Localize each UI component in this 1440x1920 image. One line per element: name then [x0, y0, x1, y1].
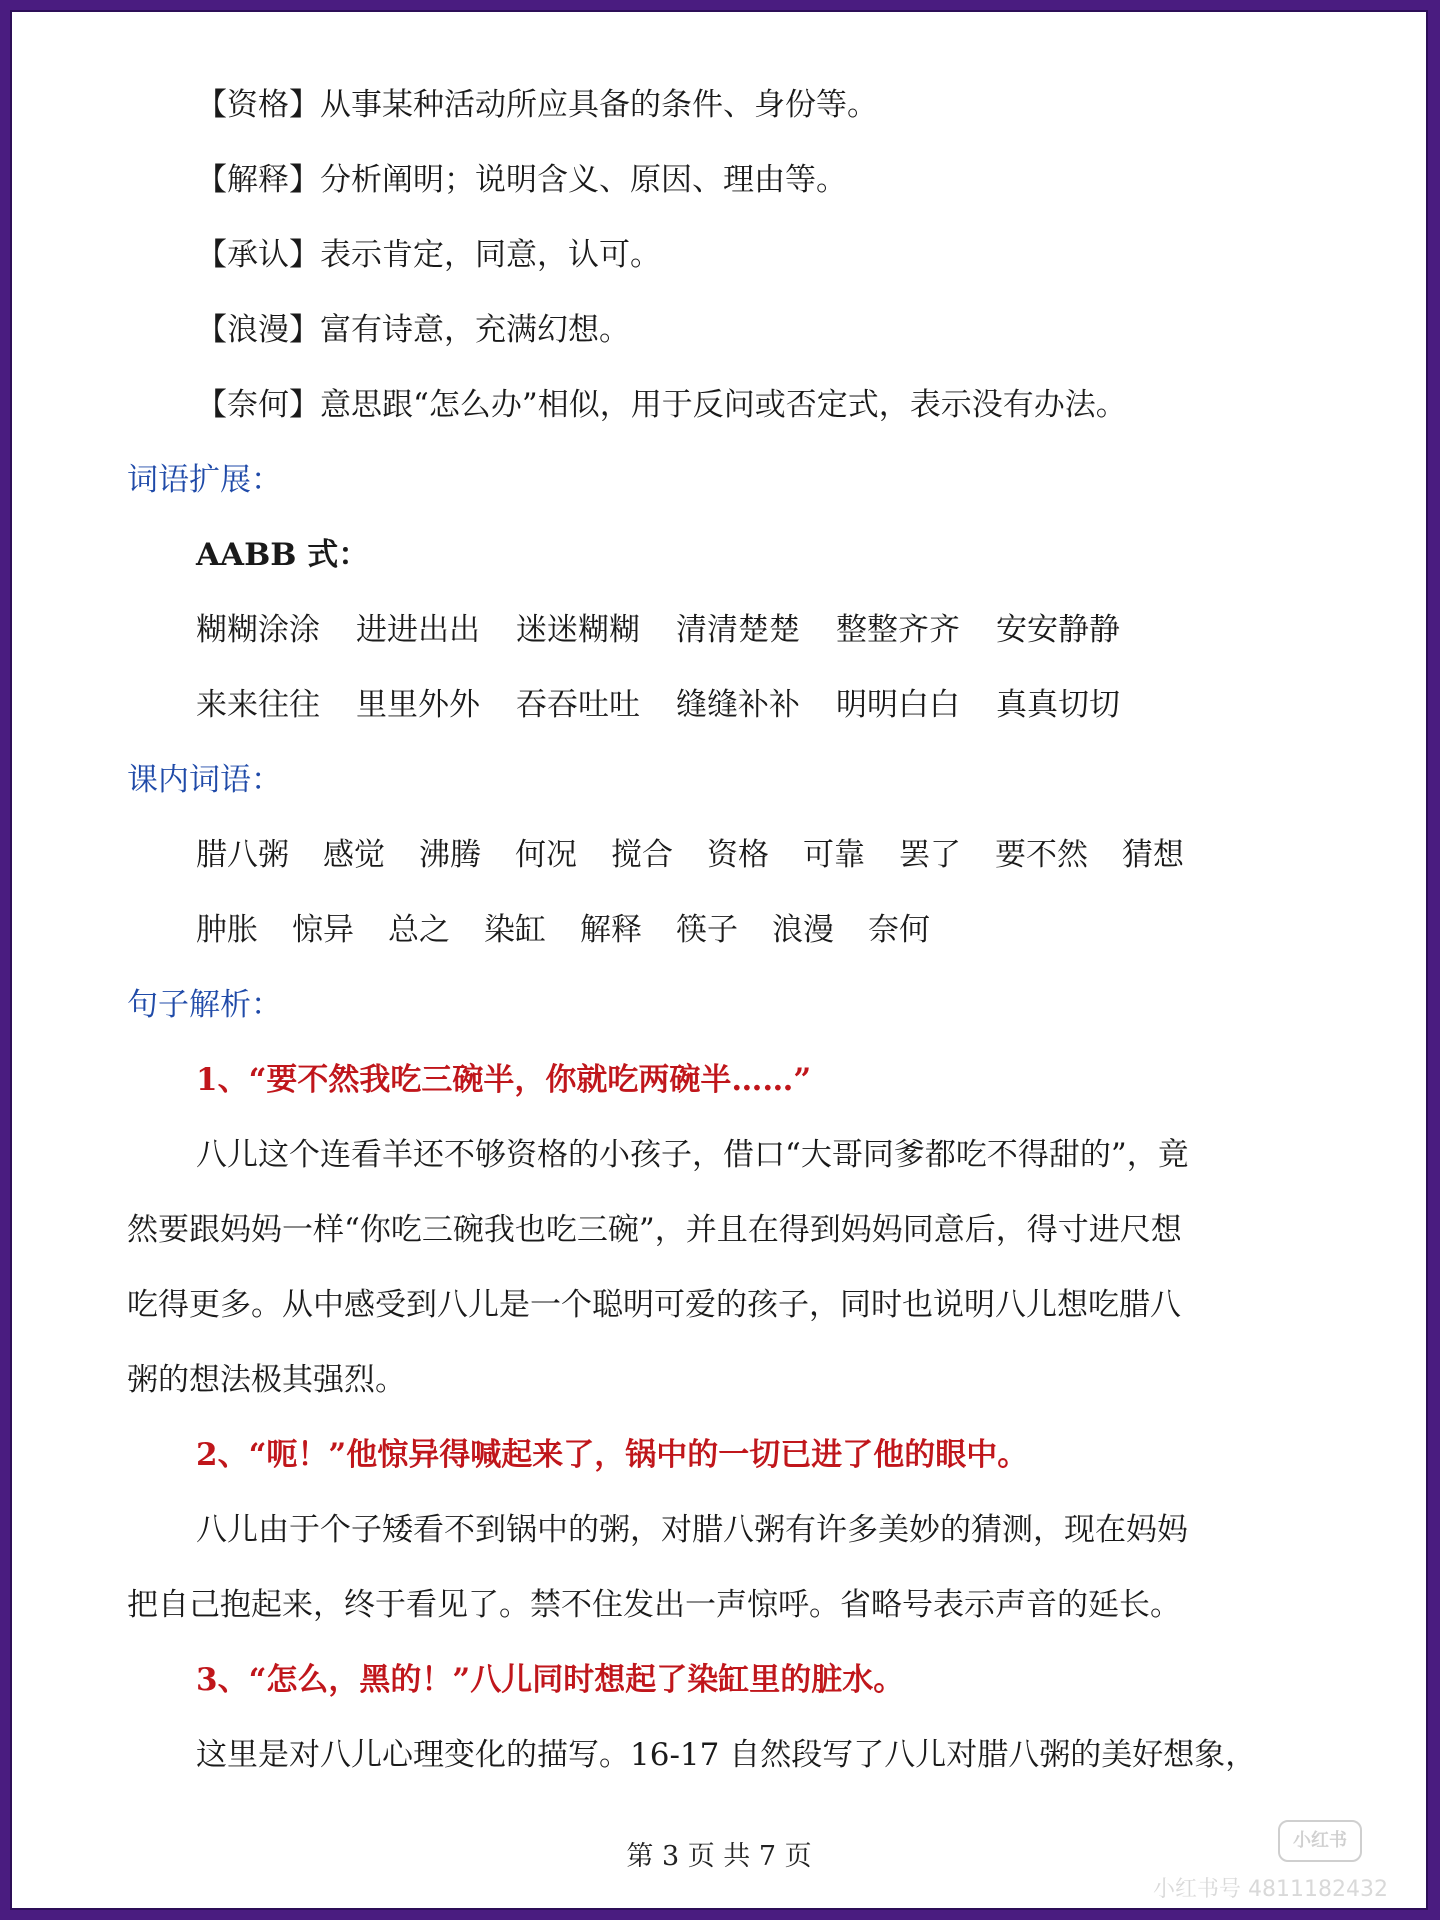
word: 进进出出: [356, 612, 480, 648]
watermark-user-id: 小红书号 4811182432: [1153, 1877, 1388, 1902]
sentence-1-line: 粥的想法极其强烈。: [127, 1362, 406, 1398]
definition-jieshi: 【解释】分析阐明；说明含义、原因、理由等。: [196, 162, 847, 198]
page-frame: [10, 10, 1428, 1910]
word: 感觉: [323, 837, 385, 873]
sentence-2-line: 把自己抱起来，终于看见了。禁不住发出一声惊呼。省略号表示声音的延长。: [127, 1587, 1181, 1623]
word: 奈何: [868, 912, 930, 948]
aabb-subheading: AABB 式：: [196, 537, 370, 573]
lesson-words-row-1: [127, 818, 1357, 893]
page-number-footer: 第 3 页 共 7 页: [626, 1841, 812, 1872]
sentence-1-title: 1、“要不然我吃三碗半，你就吃两碗半……”: [196, 1062, 812, 1098]
expansion-heading: 词语扩展：: [127, 462, 282, 498]
definition-langman: 【浪漫】富有诗意，充满幻想。: [196, 312, 630, 348]
word: 搅合: [611, 837, 673, 873]
word: 总之: [388, 912, 450, 948]
sentence-1-line: 吃得更多。从中感受到八儿是一个聪明可爱的孩子，同时也说明八儿想吃腊八: [127, 1287, 1181, 1323]
watermark-logo: 小红书: [1278, 1820, 1362, 1862]
lesson-words-heading: 课内词语：: [127, 762, 282, 798]
word: 里里外外: [356, 687, 480, 723]
word: 迷迷糊糊: [516, 612, 640, 648]
sentence-3-title: 3、“怎么，黑的！”八儿同时想起了染缸里的脏水。: [196, 1662, 905, 1698]
sentence-1-line: 然要跟妈妈一样“你吃三碗我也吃三碗”，并且在得到妈妈同意后，得寸进尺想: [127, 1212, 1182, 1248]
word: 沸腾: [419, 837, 481, 873]
word: 安安静静: [996, 612, 1120, 648]
word: 来来往往: [196, 687, 320, 723]
word: 清清楚楚: [676, 612, 800, 648]
word: 要不然: [995, 837, 1088, 873]
sentence-1-line: 八儿这个连看羊还不够资格的小孩子，借口“大哥同爹都吃不得甜的”，竟: [196, 1137, 1189, 1173]
aabb-row-1: [127, 593, 1357, 668]
definition-chengren: 【承认】表示肯定，同意，认可。: [196, 237, 661, 273]
word: 肿胀: [196, 912, 258, 948]
word: 真真切切: [996, 687, 1120, 723]
word: 惊异: [292, 912, 354, 948]
definition-zige: 【资格】从事某种活动所应具备的条件、身份等。: [196, 87, 878, 123]
word: 腊八粥: [196, 837, 289, 873]
word: 可靠: [803, 837, 865, 873]
word: 解释: [580, 912, 642, 948]
analysis-heading: 句子解析：: [127, 987, 282, 1023]
word: 罢了: [899, 837, 961, 873]
word: 何况: [515, 837, 577, 873]
word: 缝缝补补: [676, 687, 800, 723]
word: 浪漫: [772, 912, 834, 948]
lesson-words-row-2: [127, 893, 1357, 968]
word: 明明白白: [836, 687, 960, 723]
word: 整整齐齐: [836, 612, 960, 648]
word: 筷子: [676, 912, 738, 948]
document-page: [127, 68, 1357, 1793]
sentence-2-title: 2、“呃！”他惊异得喊起来了，锅中的一切已进了他的眼中。: [196, 1437, 1029, 1473]
word: 糊糊涂涂: [196, 612, 320, 648]
word: 资格: [707, 837, 769, 873]
word: 猜想: [1122, 837, 1184, 873]
definition-naihe: 【奈何】意思跟“怎么办”相似，用于反问或否定式，表示没有办法。: [196, 387, 1127, 423]
aabb-row-2: [127, 668, 1357, 743]
sentence-3-line: 这里是对八儿心理变化的描写。16-17 自然段写了八儿对腊八粥的美好想象，: [196, 1737, 1257, 1773]
sentence-2-line: 八儿由于个子矮看不到锅中的粥，对腊八粥有许多美妙的猜测，现在妈妈: [196, 1512, 1188, 1548]
word: 染缸: [484, 912, 546, 948]
word: 吞吞吐吐: [516, 687, 640, 723]
